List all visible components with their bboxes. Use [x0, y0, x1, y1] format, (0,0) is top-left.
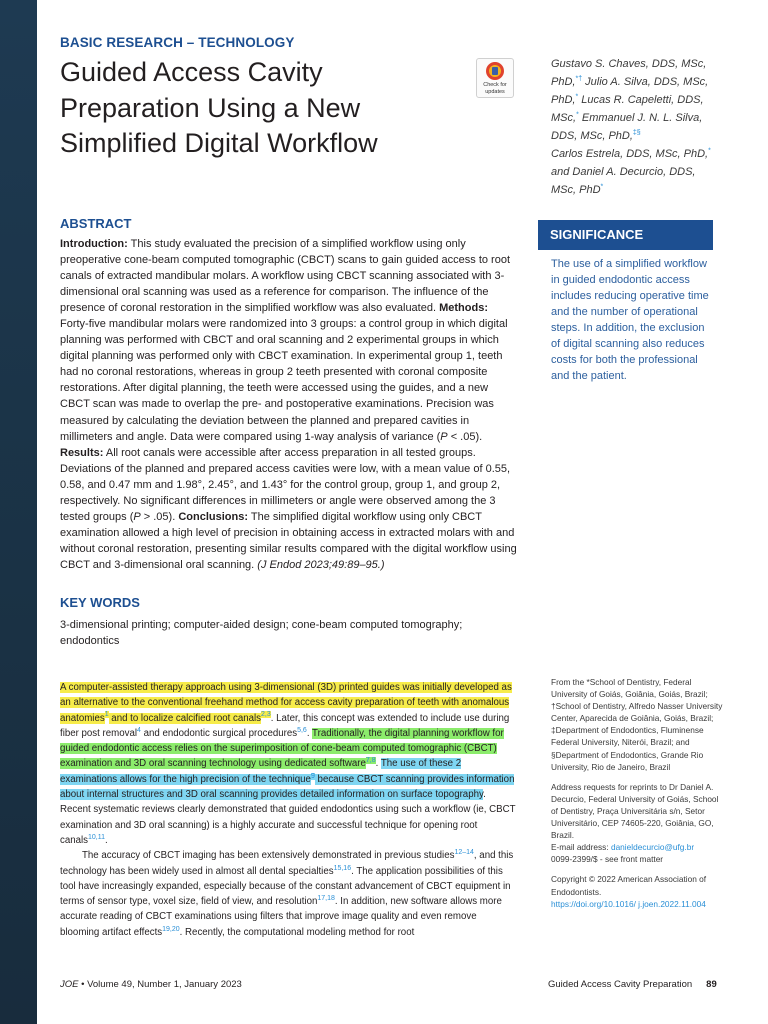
- abstract-citation: (J Endod 2023;49:89–95.): [254, 558, 385, 571]
- article-body: [60, 680, 518, 940]
- highlight-yellow: A computer-assisted therapy approach using 3-dimensional (3D) printed guides was initially developed as an alternative to the conventional freehand method for access cavity preparation of teeth with anomalous anatomies: [60, 682, 512, 724]
- running-title: Guided Access Cavity Preparation: [548, 979, 693, 990]
- p-symbol: P: [440, 430, 448, 443]
- methods-text-end: < .05).: [447, 430, 483, 443]
- author-list: [551, 55, 721, 199]
- conclusions-text: The simplified digital workflow using only CBCT examination allowed a high level of precision in obtaining access in extracted molars with and without coronal restoration, presenting similar results compared with the digital workflow using CBCT and 3-dimensional oral scanning.: [60, 510, 517, 571]
- email-label: E-mail address:: [551, 842, 611, 853]
- body-paragraph-2: [60, 848, 518, 940]
- body-text: .: [105, 834, 108, 846]
- issue-info: • Volume 49, Number 1, January 2023: [78, 979, 242, 990]
- significance-heading: SIGNIFICANCE: [550, 227, 644, 242]
- journal-abbrev: JOE: [60, 979, 79, 990]
- page-number: 89: [706, 979, 717, 990]
- copyright-block: [551, 873, 723, 909]
- significance-body: The use of a simplified workflow in guided endodontic access includes reducing operative time and the number of operational steps. In addition, the exclusion of digital scanning also reduces costs for both the professional and the patient.: [551, 258, 709, 382]
- author-name: Carlos Estrela, DDS, MSc, PhD,: [551, 148, 709, 160]
- conclusions-label: Conclusions:: [178, 510, 248, 523]
- author-affil-mark: *†: [575, 75, 583, 83]
- copyright-text: Copyright © 2022 American Association of Endodontists.: [551, 874, 707, 897]
- reprint-text: Address requests for reprints to Dr Daniel A. Decurcio, Federal University of Goiás, School of Dentistry, Praça Universitária s/n, Setor Universitário, CEP 74605-220, Goiânia, GO, Brazil.: [551, 781, 719, 841]
- affiliation-text: From the *School of Dentistry, Federal University of Goiás, Goiânia, Goiás, Brazil; †School of Dentistry, Alfredo Nasser University Center, Aparecida de Goiânia, Goiás, Brazil; ‡Department of Endodontics, Fluminense Federal University, Niterói, Brazil; and §Department of Endodontics, Grande Rio University, Rio de Janeiro, Brazil: [551, 677, 723, 772]
- body-text: . Recently, the computational modeling method for root: [179, 926, 415, 938]
- body-text: and endodontic surgical procedures: [140, 727, 298, 739]
- keywords-heading: KEY WORDS: [60, 595, 140, 610]
- body-text: , and this technology has been widely used in almost all dental specialties: [60, 850, 514, 877]
- reference-link[interactable]: 19,20: [162, 925, 180, 933]
- left-color-bar: [0, 0, 37, 1024]
- author-name: Emmanuel J. N. L. Silva, DDS, MSc, PhD,: [551, 112, 703, 142]
- body-text: .: [375, 758, 381, 770]
- keywords-body: 3-dimensional printing; computer-aided design; cone-beam computed tomography; endodontics: [60, 619, 463, 647]
- methods-label: Methods:: [439, 302, 488, 315]
- body-paragraph-1: [60, 680, 518, 848]
- crossmark-icon: [486, 62, 504, 80]
- reference-link[interactable]: 10,11: [88, 833, 106, 841]
- body-text: . Recent systematic reviews clearly demonstrated that guided endodontics using such a workflow (ie, CBCT examination and 3D oral scanning) is a highly accurate and successful technique for opening root canals: [60, 789, 516, 846]
- body-text: .: [306, 727, 313, 739]
- reference-link[interactable]: 5,6: [297, 726, 307, 734]
- author-affil-mark: *: [708, 147, 711, 155]
- significance-header-box: [538, 220, 713, 250]
- results-text: All root canals were accessible after access preparation in all tested groups. Deviations of the planned and prepared access cavities were low, with a mean value of 0.55, 0.58, and 0.47 mm and 1.98°, 2.45°, and 1.43° for the control group, group 1, and group 2, respectively. No significant differences in millimeters or angle were observed among the 3 tested groups (: [60, 446, 511, 523]
- intro-label: Introduction:: [60, 238, 128, 250]
- body-text: . In addition, new software allows more accurate reading of CBCT examinations using filters that improve image quality and even remove blooming artifact effects: [60, 896, 502, 938]
- footer-running-title: [548, 979, 717, 990]
- author-name: Julio A. Silva, DDS, MSc, PhD,: [551, 76, 709, 106]
- badge-label: Check for updates: [483, 82, 507, 95]
- p-symbol: P: [133, 510, 141, 523]
- highlight-cyan: because CBCT scanning provides information about internal structures and 3D oral scanning provides detailed information on surface topography: [60, 773, 515, 801]
- affiliations: [551, 676, 723, 918]
- footer-journal-info: [60, 979, 242, 990]
- results-label: Results:: [60, 446, 104, 459]
- check-for-updates-badge[interactable]: [476, 58, 514, 98]
- reference-link[interactable]: 17,18: [317, 894, 335, 902]
- highlight-yellow: and to localize calcified root canals: [108, 712, 262, 724]
- highlight-cyan: The use of these 2 examinations allows for the high precision of the technique: [60, 758, 462, 785]
- author-affil-mark: ‡§: [632, 129, 641, 137]
- reference-link[interactable]: 15,16: [333, 864, 352, 872]
- issn-text: 0099-2399/$ - see front matter: [551, 854, 664, 865]
- reference-link[interactable]: 2,3: [261, 711, 271, 719]
- reference-link[interactable]: 7,8: [365, 757, 376, 765]
- author-affil-mark: *: [575, 93, 579, 101]
- reference-link[interactable]: 1: [104, 711, 109, 719]
- author-name: Gustavo S. Chaves, DDS, MSc, PhD,: [551, 58, 707, 88]
- reference-link[interactable]: 12–14: [454, 849, 474, 857]
- body-text: . The application possibilities of this tool have increasingly expanded, especially because of the constant advancement of CBCT equipment in terms of sensor type, voxel size, field of view, and resolution: [60, 865, 511, 908]
- author-affil-mark: *: [576, 111, 579, 119]
- reference-link[interactable]: 4: [137, 726, 141, 734]
- methods-text: Forty-five mandibular molars were randomized into 3 groups: a control group in which digital planning was performed with CBCT and oral scanning and 2 experimental groups in which digital planning was performed only with CBCT examination. In experimental group 1, teeth had no coronal restorations, whereas in group 2 teeth presented with coronal composite restorations. After digital planning, the teeth were accessed using the guides, and a new CBCT scan was made to overlap the pre- and postoperative examinations. Precision was measured by calculating the deviation between the planned and prepared cavities in millimeters and angle. Data were compared using 1-way analysis of variance (: [60, 318, 508, 443]
- abstract-body: [60, 236, 518, 573]
- body-text: . Later, this concept was extended to include use during fiber post removal: [60, 712, 510, 739]
- abstract-heading: ABSTRACT: [60, 216, 132, 231]
- reprint-address: [551, 781, 723, 866]
- email-link[interactable]: danieldecurcio@ufg.br: [610, 842, 695, 853]
- reference-link[interactable]: 9: [310, 772, 315, 780]
- body-text: The accuracy of CBCT imaging has been extensively demonstrated in previous studies: [82, 850, 455, 862]
- author-affil-mark: *: [600, 183, 604, 191]
- author-name: and Daniel A. Decurcio, DDS, MSc, PhD: [551, 166, 696, 196]
- author-name: Lucas R. Capeletti, DDS, MSc,: [551, 94, 704, 124]
- section-label: BASIC RESEARCH – TECHNOLOGY: [60, 35, 295, 50]
- article-title: Guided Access Cavity Preparation Using a New Simplified Digital Workflow: [60, 57, 378, 158]
- results-text-end: > .05).: [140, 510, 179, 523]
- doi-link[interactable]: https://doi.org/10.1016/ j.joen.2022.11.004: [551, 898, 706, 909]
- intro-text: This study evaluated the precision of a simplified workflow using only preoperative cone-beam computed tomographic (CBCT) scans to gain guided access to root canals of extracted mandibular molars. A workflow using CBCT scanning associated with 3-dimensional oral scanning was used as a reference for comparison. The influence of the presence of coronal restoration in the simplified workflow was also evaluated.: [60, 238, 511, 315]
- highlight-green: Traditionally, the digital planning workflow for guided endodontic access relies on the superimposition of cone-beam computed tomographic (CBCT) examination and 3D oral scanning technology using dedicated software: [60, 727, 504, 770]
